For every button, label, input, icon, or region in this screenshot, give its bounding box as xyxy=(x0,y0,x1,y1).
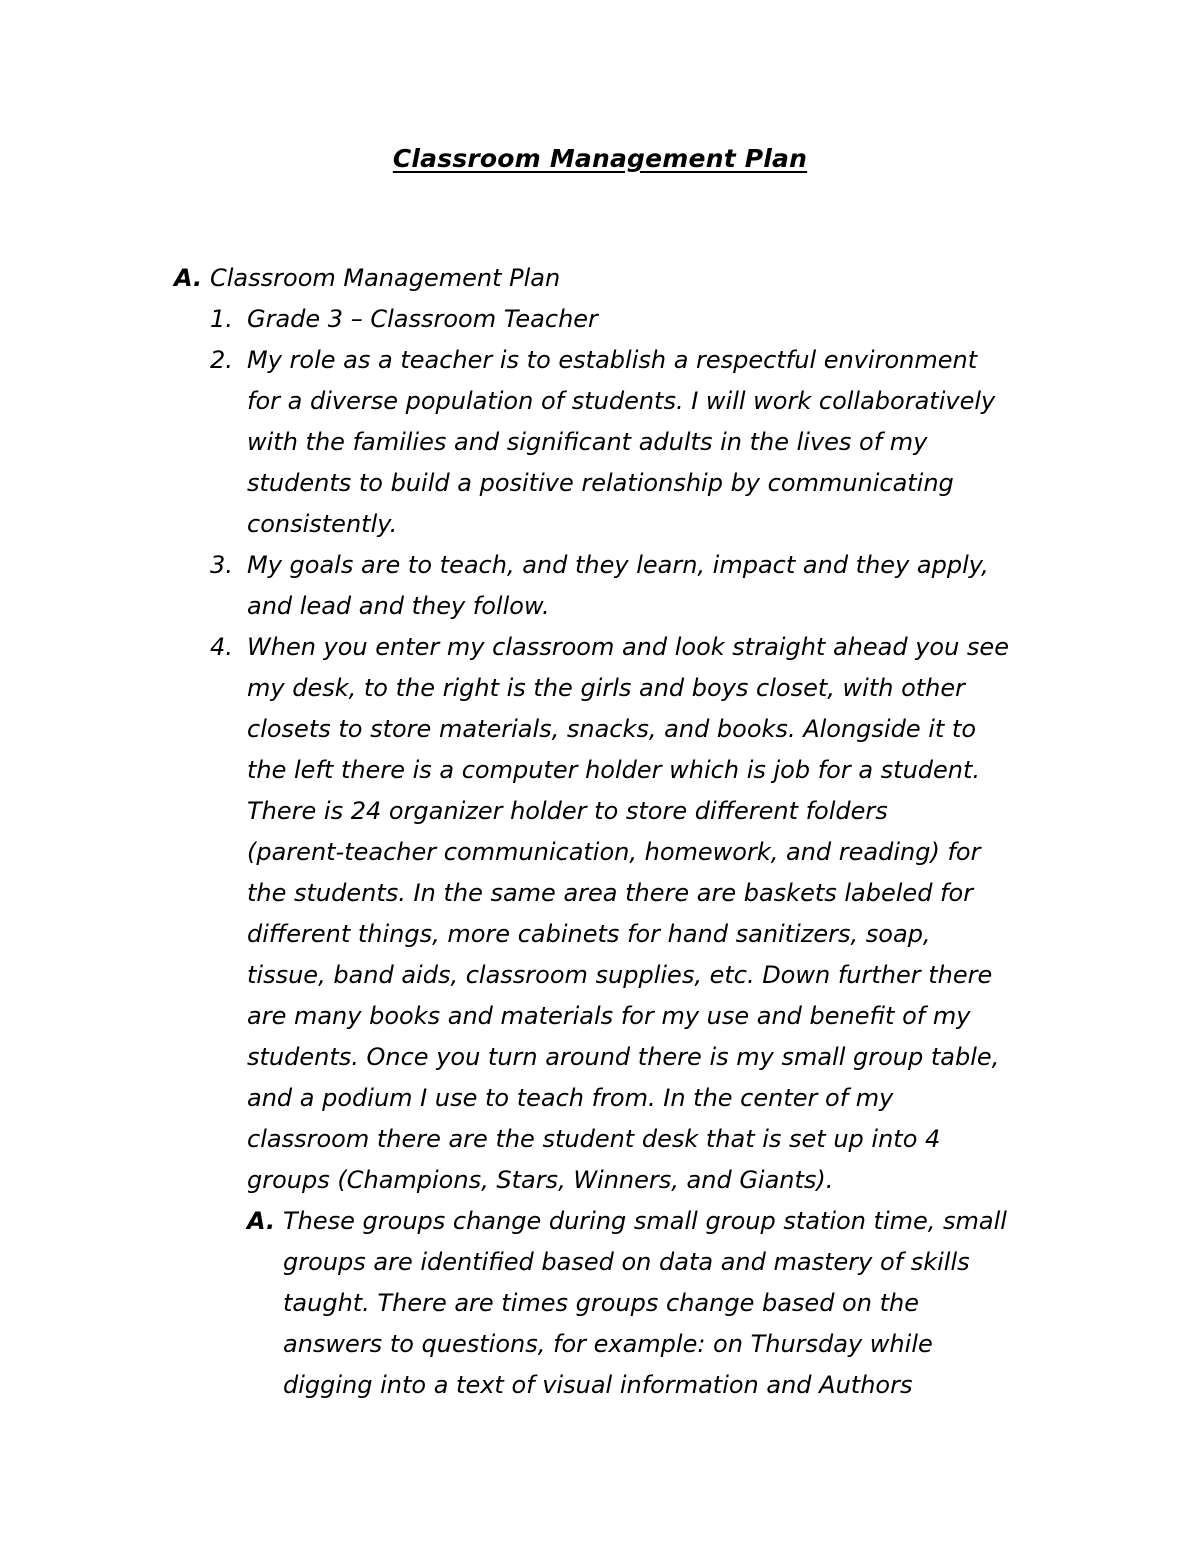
section-marker: A. xyxy=(174,264,203,292)
text-line: consistently. xyxy=(247,510,398,538)
text-line: classroom there are the student desk that is set up into 4 xyxy=(247,1125,941,1153)
text-line: the students. In the same area there are baskets labeled for xyxy=(247,879,974,907)
sub-item-a xyxy=(247,1201,1074,1406)
document-title: Classroom Management Plan xyxy=(392,144,808,173)
list-number: 4. xyxy=(210,633,233,661)
text-line: my desk, to the right is the girls and boys closet, with other xyxy=(247,674,966,702)
list-item-text xyxy=(247,545,1074,627)
sub-item-marker: A. xyxy=(247,1207,276,1235)
text-line: taught. There are times groups change based on the xyxy=(283,1289,919,1317)
text-line: (parent-teacher communication, homework, and reading) for xyxy=(247,838,981,866)
text-line: closets to store materials, snacks, and books. Alongside it to xyxy=(247,715,977,743)
text-line: Grade 3 – Classroom Teacher xyxy=(247,305,598,333)
sub-item-text xyxy=(283,1201,1043,1406)
numbered-list xyxy=(210,299,1074,1406)
text-line: These groups change during small group station time, small xyxy=(283,1207,1007,1235)
text-line: When you enter my classroom and look straight ahead you see xyxy=(247,633,1009,661)
text-line: the left there is a computer holder which is job for a student. xyxy=(247,756,981,784)
text-line: students. Once you turn around there is my small group table, xyxy=(247,1043,1000,1071)
list-item-4 xyxy=(210,627,1074,1406)
section-heading: Classroom Management Plan xyxy=(210,264,561,292)
text-line: and a podium I use to teach from. In the center of my xyxy=(247,1084,894,1112)
section-heading-row xyxy=(174,258,1074,299)
text-line: groups (Champions, Stars, Winners, and Giants). xyxy=(247,1166,834,1194)
list-number: 2. xyxy=(210,346,233,374)
section-a xyxy=(174,258,1074,1406)
text-line: students to build a positive relationship by communicating xyxy=(247,469,954,497)
text-line: different things, more cabinets for hand sanitizers, soap, xyxy=(247,920,931,948)
list-number: 3. xyxy=(210,551,233,579)
list-item-3 xyxy=(210,545,1074,627)
text-line: My role as a teacher is to establish a respectful environment xyxy=(247,346,978,374)
text-line: for a diverse population of students. I will work collaboratively xyxy=(247,387,996,415)
list-item-text xyxy=(247,340,1074,545)
list-number: 1. xyxy=(210,305,233,333)
text-line: groups are identified based on data and mastery of skills xyxy=(283,1248,970,1276)
list-item-2 xyxy=(210,340,1074,545)
text-line: There is 24 organizer holder to store different folders xyxy=(247,797,888,825)
list-item-1 xyxy=(210,299,1074,340)
text-line: digging into a text of visual information and Authors xyxy=(283,1371,913,1399)
text-line: with the families and significant adults in the lives of my xyxy=(247,428,928,456)
text-line: and lead and they follow. xyxy=(247,592,550,620)
text-line: tissue, band aids, classroom supplies, etc. Down further there xyxy=(247,961,993,989)
text-line: My goals are to teach, and they learn, impact and they apply, xyxy=(247,551,989,579)
text-line: are many books and materials for my use and benefit of my xyxy=(247,1002,971,1030)
text-line: answers to questions, for example: on Thursday while xyxy=(283,1330,933,1358)
list-item-text xyxy=(247,627,1074,1406)
list-item-text xyxy=(247,299,1074,340)
